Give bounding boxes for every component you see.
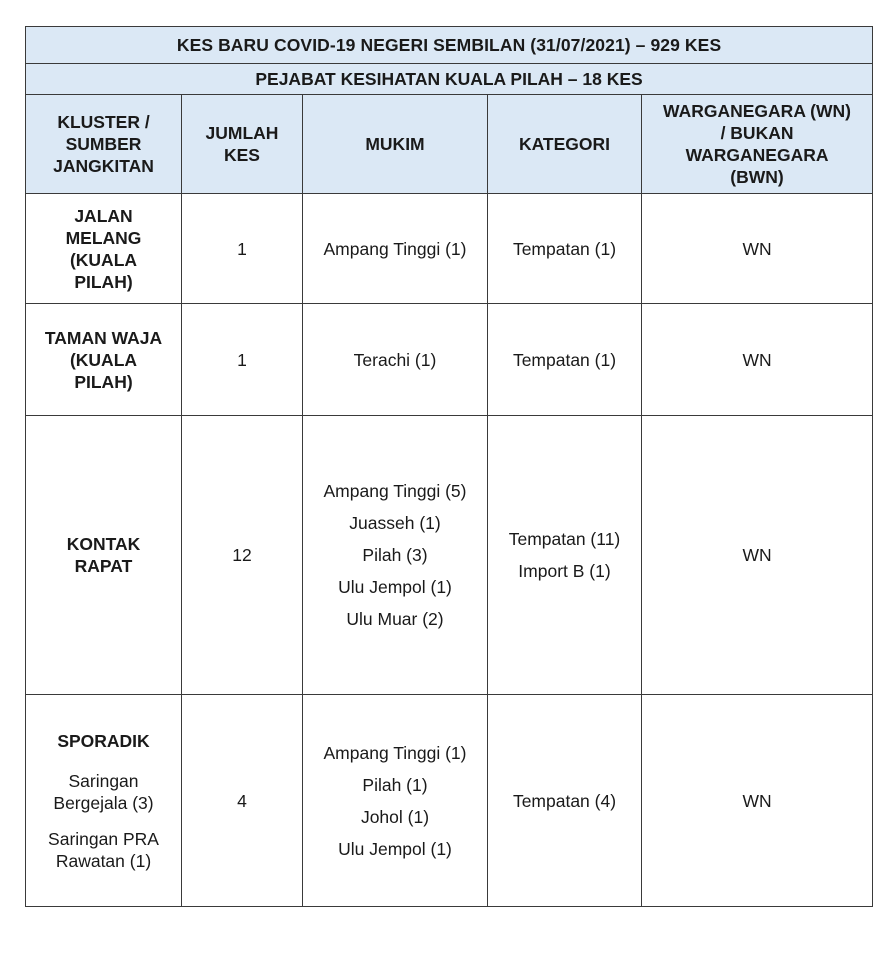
cell-kluster [26, 304, 182, 416]
kluster-line: (KUALA [69, 249, 138, 270]
cell-jumlah: 1 [182, 304, 303, 416]
mukim-item: Terachi (1) [353, 349, 437, 370]
mukim-item: Ampang Tinggi (1) [323, 742, 467, 763]
kategori-item: Tempatan (11) [508, 529, 621, 549]
kluster-note [32, 828, 175, 872]
mukim-item: Pilah (1) [362, 774, 428, 795]
cell-kategori [488, 194, 642, 304]
cell-kategori [488, 416, 642, 695]
table-row [26, 416, 873, 695]
header-jumlah-line: KES [224, 145, 260, 165]
mukim-item: Pilah (3) [362, 545, 428, 565]
cell-mukim [303, 304, 488, 416]
cell-kluster [26, 695, 182, 907]
cell-mukim [303, 416, 488, 695]
kategori-item: Tempatan (4) [512, 790, 617, 811]
mukim-item: Ampang Tinggi (1) [323, 238, 467, 259]
table-title: KES BARU COVID-19 NEGERI SEMBILAN (31/07/2021) – 929 KES [26, 27, 873, 64]
kluster-line: PILAH) [74, 271, 133, 292]
mukim-item: Juasseh (1) [349, 513, 441, 533]
header-jumlah-line: JUMLAH [205, 123, 279, 143]
kluster-line: RAPAT [74, 556, 133, 576]
kluster-line: MELANG [65, 227, 142, 248]
kategori-item: Import B (1) [518, 561, 611, 581]
cell-jumlah: 1 [182, 194, 303, 304]
kategori-item: Tempatan (1) [512, 238, 617, 259]
kluster-note-line: Saringan PRA [48, 828, 159, 849]
kluster-line: (KUALA [69, 349, 138, 370]
covid-cases-table [25, 26, 873, 907]
kluster-note-line: Saringan [68, 770, 139, 791]
table-row [26, 304, 873, 416]
table-row [26, 194, 873, 304]
subtitle-row [26, 64, 873, 95]
cell-jumlah: 12 [182, 416, 303, 695]
kluster-note-line: Rawatan (1) [55, 850, 152, 871]
header-row [26, 95, 873, 194]
header-kluster-line: SUMBER [65, 134, 142, 154]
mukim-item: Ulu Jempol (1) [338, 577, 452, 597]
header-wn-line: (BWN) [730, 167, 784, 187]
mukim-item: Ampang Tinggi (5) [323, 481, 467, 501]
cell-kategori [488, 304, 642, 416]
mukim-item: Ulu Jempol (1) [338, 838, 452, 859]
kluster-note [32, 770, 175, 814]
cell-jumlah: 4 [182, 695, 303, 907]
cell-kluster [26, 194, 182, 304]
cell-wn: WN [642, 194, 873, 304]
header-wn-line: WARGANEGARA (WN) [663, 101, 851, 121]
table-row [26, 695, 873, 907]
header-kluster-line: JANGKITAN [53, 156, 154, 176]
mukim-item: Ulu Muar (2) [346, 609, 444, 629]
cell-wn: WN [642, 304, 873, 416]
header-wn-line: / BUKAN [720, 123, 794, 143]
cell-wn: WN [642, 695, 873, 907]
kluster-line: SPORADIK [57, 730, 150, 751]
title-row [26, 27, 873, 64]
header-warganegara [642, 95, 873, 194]
kluster-line: JALAN [74, 205, 133, 226]
cell-mukim [303, 194, 488, 304]
cell-kluster [26, 416, 182, 695]
header-mukim: MUKIM [303, 95, 488, 194]
cell-kategori [488, 695, 642, 907]
kluster-line: TAMAN WAJA [44, 327, 163, 348]
table-subtitle: PEJABAT KESIHATAN KUALA PILAH – 18 KES [26, 64, 873, 95]
header-kluster [26, 95, 182, 194]
kluster-note-line: Bergejala (3) [53, 792, 154, 813]
kluster-line: PILAH) [74, 371, 133, 392]
header-kluster-line: KLUSTER / [57, 112, 150, 132]
cell-mukim [303, 695, 488, 907]
kluster-line: KONTAK [66, 534, 141, 554]
kategori-item: Tempatan (1) [512, 349, 617, 370]
header-jumlah [182, 95, 303, 194]
mukim-item: Johol (1) [360, 806, 430, 827]
header-kategori: KATEGORI [488, 95, 642, 194]
header-wn-line: WARGANEGARA [685, 145, 829, 165]
cell-wn: WN [642, 416, 873, 695]
